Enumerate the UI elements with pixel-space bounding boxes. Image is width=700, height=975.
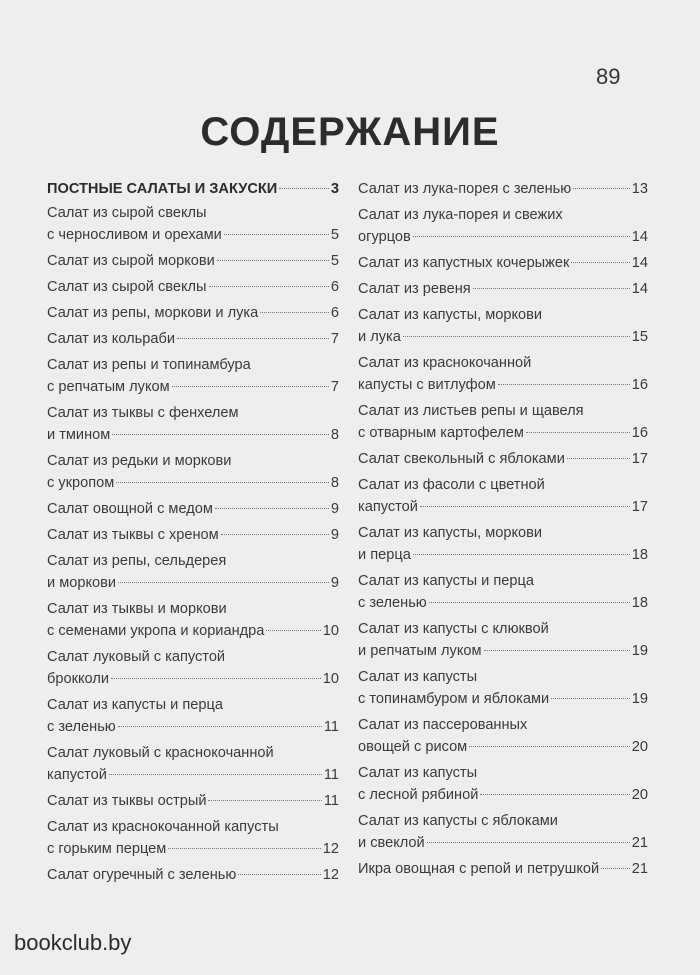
toc-entry-title-line: Салат из репы, сельдерея <box>47 553 227 569</box>
dot-leader <box>469 746 630 747</box>
toc-page-number: 11 <box>323 793 339 809</box>
toc-entry-title-line: Икра овощная с репой и петрушкой <box>358 861 600 877</box>
toc-entry-title-line: ПОСТНЫЕ САЛАТЫ И ЗАКУСКИ <box>47 181 278 197</box>
toc-entry-title-line: с черносливом и орехами <box>47 227 222 243</box>
toc-entry-last-line <box>47 472 339 494</box>
dot-leader <box>484 650 630 651</box>
toc-entry <box>358 204 648 248</box>
toc-entry-title-line: Салат из капусты <box>358 669 478 685</box>
toc-entry <box>358 858 648 880</box>
toc-page-number: 10 <box>322 671 339 687</box>
toc-page-number: 21 <box>631 861 648 877</box>
toc-entry-last-line <box>358 784 648 806</box>
toc-page-number: 5 <box>330 227 339 243</box>
toc-entry-title-line: Салат из фасоли с цветной <box>358 477 545 493</box>
toc-entry <box>47 694 339 738</box>
toc-entry-title-line: с зеленью <box>358 595 427 611</box>
dot-leader <box>118 582 329 583</box>
toc-entry-title-line: Салат из капусты <box>358 765 478 781</box>
toc-entry-title-line: Салат из краснокочанной капусты <box>47 819 279 835</box>
dot-leader <box>551 698 630 699</box>
toc-entry-title-line: брокколи <box>47 671 109 687</box>
toc-entry <box>47 550 339 594</box>
toc-entry-title-line: огурцов <box>358 229 411 245</box>
toc-entry-title-line: капустой <box>47 767 107 783</box>
toc-entry-title-line: Салат из репы, моркови и лука <box>47 305 259 321</box>
toc-page-number: 11 <box>323 767 339 783</box>
dot-leader <box>208 800 321 801</box>
toc-entry-title-line: капусты с витлуфом <box>358 377 496 393</box>
toc-entry <box>358 278 648 300</box>
toc-page-number: 20 <box>631 787 648 803</box>
toc-page-number: 14 <box>631 229 648 245</box>
toc-entry-last-line <box>47 864 339 886</box>
toc-page-number: 12 <box>322 867 339 883</box>
toc-entry-title-line: овощей с рисом <box>358 739 468 755</box>
toc-entry-last-line <box>47 790 339 812</box>
toc-entry-title-line: с топинамбуром и яблоками <box>358 691 550 707</box>
toc-column-left <box>47 178 339 890</box>
page-title: СОДЕРЖАНИЕ <box>200 110 500 154</box>
toc-entry-title-line: Салат из тыквы с хреном <box>47 527 219 543</box>
toc-entry <box>358 762 648 806</box>
toc-entry <box>358 714 648 758</box>
toc-entry-last-line <box>358 858 648 880</box>
toc-entry-last-line <box>358 278 648 300</box>
toc-entry <box>358 352 648 396</box>
toc-page-number: 15 <box>631 329 648 345</box>
toc-entry-last-line <box>47 498 339 520</box>
toc-entry-last-line <box>47 668 339 690</box>
toc-entry <box>358 810 648 854</box>
toc-entry-title-line: и моркови <box>47 575 117 591</box>
dot-leader <box>573 188 630 189</box>
toc-entry-title-line: Салат из редьки и моркови <box>47 453 232 469</box>
toc-entry <box>358 570 648 614</box>
toc-entry-last-line <box>47 764 339 786</box>
dot-leader <box>168 848 320 849</box>
toc-entry-title-line: и свеклой <box>358 835 425 851</box>
toc-entry-title-line: Салат из капусты и перца <box>47 697 223 713</box>
toc-entry-last-line <box>358 326 648 348</box>
toc-entry-last-line <box>47 178 339 200</box>
toc-section-heading <box>47 178 339 200</box>
toc-entry <box>358 252 648 274</box>
toc-entry-title-line: с отварным картофелем <box>358 425 524 441</box>
toc-entry-title-line: и репчатым луком <box>358 643 482 659</box>
toc-entry-last-line <box>358 688 648 710</box>
toc-entry-title-line: капустой <box>358 499 418 515</box>
toc-entry-last-line <box>47 524 339 546</box>
dot-leader <box>480 794 629 795</box>
toc-page-number: 19 <box>631 643 648 659</box>
toc-entry-last-line <box>47 572 339 594</box>
dot-leader <box>567 458 630 459</box>
toc-entry-title-line: Салат из капусты, моркови <box>358 307 543 323</box>
toc-page-number: 7 <box>330 331 339 347</box>
toc-entry <box>47 250 339 272</box>
toc-page-number: 14 <box>631 255 648 271</box>
toc-page-number: 18 <box>631 595 648 611</box>
toc-entry-title-line: Салат из краснокочанной <box>358 355 532 371</box>
toc-entry-title-line: Салат из лука-порея и свежих <box>358 207 563 223</box>
toc-entry-title-line: Салат из тыквы острый <box>47 793 207 809</box>
toc-entry-title-line: Салат луковый с краснокочанной <box>47 745 274 761</box>
toc-entry <box>47 598 339 642</box>
page-number: 89 <box>596 64 621 89</box>
toc-page-number: 17 <box>631 499 648 515</box>
toc-entry-last-line <box>358 448 648 470</box>
toc-page-number: 9 <box>330 575 339 591</box>
toc-entry-title-line: и лука <box>358 329 401 345</box>
dot-leader <box>217 260 329 261</box>
toc-entry-title-line: и тмином <box>47 427 111 443</box>
toc-entry-last-line <box>47 302 339 324</box>
dot-leader <box>473 288 630 289</box>
dot-leader <box>420 506 630 507</box>
toc-entry-title-line: Салат из сырой свеклы <box>47 205 207 221</box>
toc-entry-title-line: Салат луковый с капустой <box>47 649 226 665</box>
toc-page-number: 9 <box>330 527 339 543</box>
dot-leader <box>498 384 630 385</box>
toc-entry-title-line: с укропом <box>47 475 115 491</box>
toc-page-number: 6 <box>330 279 339 295</box>
toc-page-number: 17 <box>631 451 648 467</box>
toc-entry-title-line: и перца <box>358 547 411 563</box>
toc-page-number: 14 <box>631 281 648 297</box>
dot-leader <box>177 338 329 339</box>
toc-entry-last-line <box>47 376 339 398</box>
toc-entry-last-line <box>358 178 648 200</box>
toc-entry-last-line <box>47 424 339 446</box>
toc-entry <box>47 816 339 860</box>
toc-entry-last-line <box>358 832 648 854</box>
toc-entry-title-line: с репчатым луком <box>47 379 170 395</box>
toc-entry <box>358 400 648 444</box>
toc-entry <box>47 328 339 350</box>
toc-entry-title-line: Салат из тыквы и моркови <box>47 601 227 617</box>
toc-entry-last-line <box>358 374 648 396</box>
dot-leader <box>266 630 320 631</box>
toc-page-number: 5 <box>330 253 339 269</box>
toc-entry-last-line <box>47 224 339 246</box>
toc-entry <box>47 646 339 690</box>
toc-entry-title-line: Салат из листьев репы и щавеля <box>358 403 584 419</box>
toc-entry-last-line <box>47 838 339 860</box>
toc-entry-last-line <box>358 252 648 274</box>
toc-entry <box>358 666 648 710</box>
toc-page-number: 6 <box>330 305 339 321</box>
toc-page-number: 20 <box>631 739 648 755</box>
dot-leader <box>571 262 629 263</box>
dot-leader <box>112 434 329 435</box>
dot-leader <box>116 482 329 483</box>
toc-entry-title-line: с зеленью <box>47 719 116 735</box>
toc-page-number: 3 <box>330 181 339 197</box>
toc-page-number: 16 <box>631 377 648 393</box>
toc-entry <box>47 524 339 546</box>
toc-entry-title-line: Салат огуречный с зеленью <box>47 867 237 883</box>
dot-leader <box>238 874 320 875</box>
toc-entry <box>47 498 339 520</box>
toc-entry-last-line <box>47 716 339 738</box>
toc-entry-last-line <box>47 620 339 642</box>
dot-leader <box>224 234 329 235</box>
toc-page-number: 18 <box>631 547 648 563</box>
toc-entry-title-line: Салат из тыквы с фенхелем <box>47 405 239 421</box>
toc-entry-last-line <box>358 592 648 614</box>
toc-entry <box>358 448 648 470</box>
toc-entry-title-line: Салат из капусты и перца <box>358 573 534 589</box>
dot-leader <box>413 554 630 555</box>
toc-entry <box>47 276 339 298</box>
toc-entry-title-line: Салат из ревеня <box>358 281 471 297</box>
dot-leader <box>601 868 630 869</box>
dot-leader <box>413 236 630 237</box>
toc-entry-title-line: Салат из сырой моркови <box>47 253 215 269</box>
toc-entry <box>47 790 339 812</box>
dot-leader <box>427 842 630 843</box>
toc-entry-title-line: с горьким перцем <box>47 841 167 857</box>
toc-page-number: 11 <box>323 719 339 735</box>
toc-page-number: 10 <box>322 623 339 639</box>
toc-entry-last-line <box>47 328 339 350</box>
toc-entry <box>358 474 648 518</box>
dot-leader <box>109 774 322 775</box>
toc-page-number: 9 <box>330 501 339 517</box>
toc-page-number: 19 <box>631 691 648 707</box>
toc-entry-title-line: Салат из репы и топинамбура <box>47 357 251 373</box>
dot-leader <box>526 432 630 433</box>
toc-entry-last-line <box>358 544 648 566</box>
dot-leader <box>118 726 322 727</box>
toc-entry-last-line <box>358 496 648 518</box>
toc-entry-title-line: Салат из лука-порея с зеленью <box>358 181 572 197</box>
dot-leader <box>429 602 630 603</box>
toc-entry-title-line: Салат из капустных кочерыжек <box>358 255 570 271</box>
toc-page-number: 12 <box>322 841 339 857</box>
toc-entry-title-line: Салат из сырой свеклы <box>47 279 207 295</box>
toc-entry-title-line: Салат из кольраби <box>47 331 175 347</box>
dot-leader <box>260 312 329 313</box>
toc-entry <box>358 618 648 662</box>
dot-leader <box>172 386 329 387</box>
dot-leader <box>279 188 329 189</box>
toc-entry-title-line: Салат из капусты, моркови <box>358 525 543 541</box>
toc-entry-title-line: с лесной рябиной <box>358 787 479 803</box>
dot-leader <box>403 336 630 337</box>
toc-entry <box>47 354 339 398</box>
toc-entry <box>47 202 339 246</box>
dot-leader <box>111 678 321 679</box>
toc-entry <box>358 178 648 200</box>
toc-entry-title-line: Салат овощной с медом <box>47 501 213 517</box>
toc-entry <box>47 864 339 886</box>
toc-entry-last-line <box>358 736 648 758</box>
toc-entry-last-line <box>47 276 339 298</box>
toc-entry <box>47 302 339 324</box>
toc-page-number: 8 <box>330 475 339 491</box>
dot-leader <box>209 286 329 287</box>
toc-entry-title-line: Салат из пассерованных <box>358 717 528 733</box>
toc-entry-title-line: Салат из капусты с яблоками <box>358 813 558 829</box>
toc-entry-last-line <box>358 640 648 662</box>
toc-entry-last-line <box>358 226 648 248</box>
toc-entry <box>358 304 648 348</box>
toc-entry-last-line <box>358 422 648 444</box>
toc-entry <box>47 742 339 786</box>
toc-entry-title-line: Салат свекольный с яблоками <box>358 451 565 467</box>
toc-page-number: 21 <box>631 835 648 851</box>
toc-page-number: 13 <box>631 181 648 197</box>
toc-entry <box>47 402 339 446</box>
watermark: bookclub.by <box>14 930 132 955</box>
toc-entry <box>47 450 339 494</box>
toc-entry-last-line <box>47 250 339 272</box>
dot-leader <box>215 508 329 509</box>
dot-leader <box>221 534 329 535</box>
toc-entry-title-line: Салат из капусты с клюквой <box>358 621 549 637</box>
toc-column-right <box>358 178 648 884</box>
toc-entry <box>358 522 648 566</box>
toc-page-number: 8 <box>330 427 339 443</box>
toc-page-number: 16 <box>631 425 648 441</box>
toc-entry-title-line: с семенами укропа и кориандра <box>47 623 265 639</box>
toc-page-number: 7 <box>330 379 339 395</box>
